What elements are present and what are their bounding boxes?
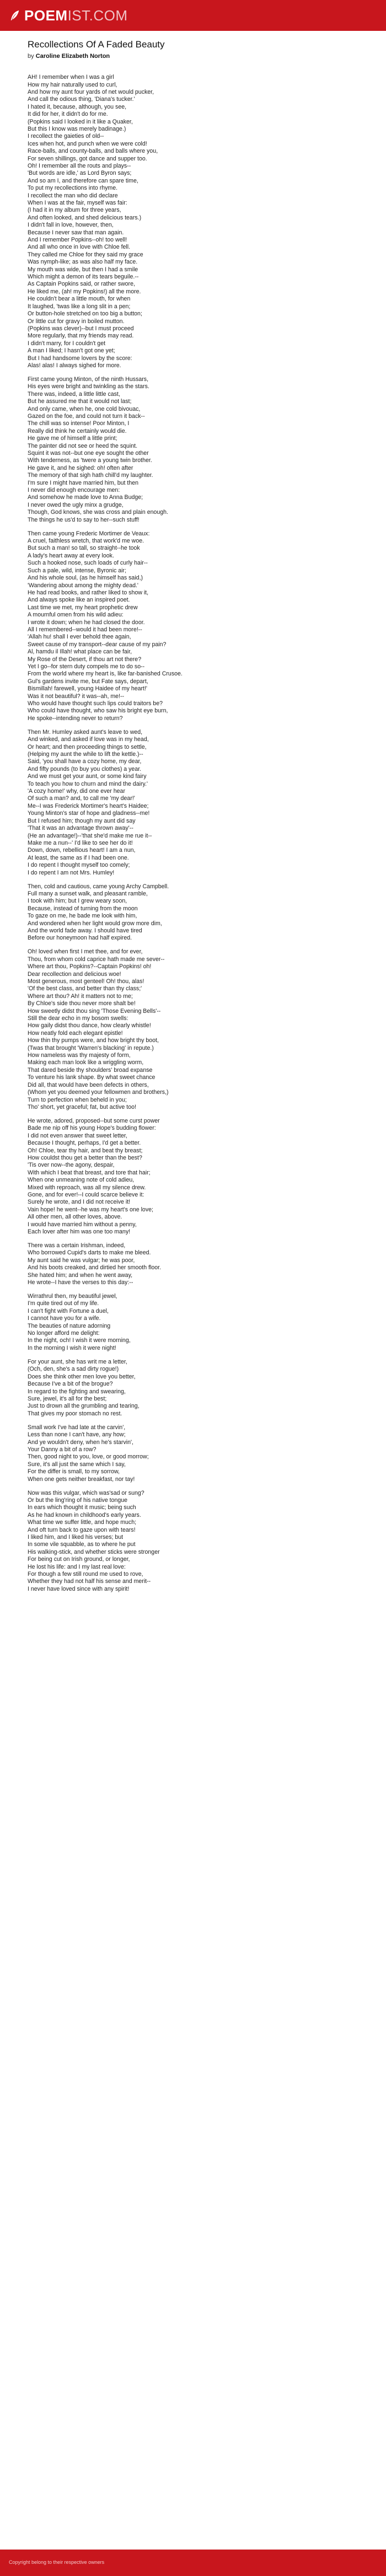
poem-line: Or but the ling'ring of his native tongue	[28, 1496, 128, 1504]
poem-line: All I remembered--would it had been more!--	[28, 626, 142, 633]
poem-line: Making each man look like a wriggling worm,	[28, 1059, 144, 1066]
poem-line: I cannot have you for a wife.	[28, 1315, 101, 1322]
poem-line: Sure, it's all just the same which I say,	[28, 1461, 126, 1468]
poem-line: More regularly, that my friends may read.	[28, 332, 134, 340]
poem-line: Was nymph-like; as was also half my face.	[28, 259, 138, 266]
poem-line: How couldst thou get a better than the best?	[28, 1154, 142, 1161]
site-footer	[0, 2550, 386, 2576]
poem-line: Last time we met, my heart prophetic drew	[28, 604, 138, 611]
poem-line: Small work I've had late at the carvin',	[28, 1424, 126, 1431]
poem-line: His eyes were bright and twinkling as the stars.	[28, 383, 149, 390]
poem-line: Race-balls, and county-balls, and balls where you,	[28, 148, 158, 155]
poem-line: I did not even answer that sweet letter,	[28, 1132, 127, 1139]
poem-line: She hated him; and when he went away,	[28, 1271, 133, 1279]
poem-line: They called me Chloe for they said my grace	[28, 251, 143, 258]
poem-line: With tenderness, as 'twere a young twin brother.	[28, 457, 152, 464]
poem-line: Sweet cause of my transport--dear cause of my pain?	[28, 641, 167, 648]
poem-line: In regard to the fighting and swearing,	[28, 1388, 126, 1395]
poem-line: Surely he wrote, and I did not receive it!	[28, 1199, 131, 1206]
poem-line: Really did think he certainly would die.	[28, 427, 127, 434]
poem-line: Then Mr. Humley asked aunt's leave to wed,	[28, 728, 143, 736]
poem-line: I can't fight with Fortune a duel,	[28, 1307, 109, 1314]
poem-line: The beauties of nature adorning	[28, 1322, 111, 1329]
poem-line: For the differ is small, to my sorrow,	[28, 1468, 120, 1475]
poem-line: 'Of the best class, and better than thy class;'	[28, 985, 142, 992]
poem-line: My Rose of the Desert, if thou art not there?	[28, 656, 142, 663]
poem-line: Al, hamdu il Illah! what place can be fair,	[28, 648, 132, 656]
poem-line: How neatly fold each elegant epistle!	[28, 1029, 123, 1037]
poem-line: He couldn't bear a little mouth, for when	[28, 296, 131, 303]
stanza	[28, 376, 358, 524]
poem-line: Just to drown all the grumbling and tearing,	[28, 1403, 140, 1410]
poem-line: (Popkins said I looked in it like a Quaker,	[28, 118, 133, 125]
poem-line: With which I beat that breast, and tore that hair;	[28, 1169, 151, 1176]
poem-line: There was, indeed, a little little cast,	[28, 390, 120, 398]
poem-line: Who could have thought, who saw his bright eye burn,	[28, 707, 168, 715]
stanza	[28, 74, 358, 369]
poem-line: Turn to perfection when beheld in you;	[28, 1096, 127, 1103]
poem-line: Because I've a bit of the brogue?	[28, 1381, 113, 1388]
poem-line: As Captain Popkins said, or rather swore,	[28, 281, 135, 288]
poem-line: All other men, all other loves, above.	[28, 1214, 122, 1221]
poem-line: Which might a demon of its tears beguile.--	[28, 273, 139, 281]
poem-line: 'A cozy home!' why, did one ever hear	[28, 788, 125, 795]
poem-line: He lost his life: and I my last real love:	[28, 1563, 126, 1570]
poem-line: That dared beside thy shoulders' broad expanse	[28, 1066, 153, 1074]
poem-line: I wrote it down; when he had closed the door.	[28, 619, 145, 626]
poem-line: My aunt said he was vulgar; he was poor,	[28, 1257, 135, 1264]
poem-line: Did all, that would have been defects in others,	[28, 1081, 149, 1088]
poem-line: Who would have thought such lips could traitors be?	[28, 700, 163, 707]
poem-line: Where art thou, Popkins?--Captain Popkins! oh!	[28, 963, 152, 970]
poem-line: In ears which thought it music; being such	[28, 1504, 136, 1511]
poem-line: I would have married him without a penny,	[28, 1221, 137, 1228]
poem-line: How my hair naturally used to curl,	[28, 81, 117, 88]
poem-line: My mouth was wide, but then I had a smile	[28, 266, 138, 273]
poem-line: The things he us'd to say to her--such stuff!	[28, 516, 140, 523]
poem-line: (Whom yet you deemed your fellowmen and brothers,)	[28, 1089, 169, 1096]
poem-line: (Popkins was clever)--but I must proceed	[28, 325, 134, 332]
poem-line: Does she think other men love you better,	[28, 1373, 136, 1380]
poem-line: Each lover after him was one too many!	[28, 1228, 131, 1235]
poem-line: He gave me of himself a little print;	[28, 435, 117, 442]
stanza	[28, 1490, 358, 1593]
poem-line: And how my aunt four yards of net would pucker,	[28, 88, 154, 95]
poem-line: In some vile squabble, as to where he put	[28, 1541, 136, 1548]
poem-line: But such a man! so tall, so straight--he took	[28, 545, 140, 552]
poem-line: He spoke--intending never to return?	[28, 715, 123, 722]
poem-line: I recollect the man who did declare	[28, 192, 118, 199]
poem-line: From the world where my heart is, like far-banished Crusoe.	[28, 670, 183, 678]
copyright-text: Copyright belong to their respective owners	[9, 2559, 105, 2565]
poem-line: Gazed on the foe, and could not turn it back--	[28, 412, 145, 420]
poem-line: And his boots creaked, and dirtied her smooth floor.	[28, 1264, 162, 1271]
poem-line: Alas! alas! I always sighed for more.	[28, 362, 121, 369]
poem-line: And wondered when her light would grow more dim,	[28, 920, 162, 927]
poem-line: And often looked, and shed delicious tears.)	[28, 214, 142, 221]
poem-line: Gone, and for ever!--I could scarce believe it:	[28, 1191, 144, 1198]
poem-line: Whether they had not half his sense and merit--	[28, 1578, 151, 1585]
poem-line: Thou, from whom cold caprice hath made me sever--	[28, 956, 165, 963]
poem-line: 'Tis over now--the agony, despair,	[28, 1162, 115, 1169]
poem-line: Because, instead of turning from the moon	[28, 905, 138, 912]
poem-line: Yet I go--for stern duty compels me to do so--	[28, 663, 145, 670]
poem-line: To teach you how to churn and mind the dairy.'	[28, 780, 148, 787]
poem-line: Bismillah! farewell, young Haidee of my heart!'	[28, 685, 147, 693]
poem-line: Or little cut for gravy in boiled mutton.	[28, 318, 125, 325]
logo-suffix: IST.COM	[67, 7, 128, 24]
stanza	[28, 948, 358, 1111]
poem-line: To put my recollections into rhyme.	[28, 185, 118, 192]
poem-line: Most generous, most genteel! Oh! thou, alas!	[28, 978, 144, 985]
poem-line: (Twas that brought 'Warren's blacking' in repute.)	[28, 1044, 154, 1051]
poem-line: Such a hooked nose, such loads of curly hair--	[28, 560, 148, 567]
poem-line: Now was this vulgar, which was'sad or sung?	[28, 1489, 144, 1496]
poem-line: Your Danny a bit of a row?	[28, 1446, 96, 1453]
poem-line: A lady's heart away at every look.	[28, 552, 114, 559]
poem-line: For your aunt, she has writ me a letter,	[28, 1358, 127, 1365]
logo-brand: POEM	[24, 7, 68, 24]
poem-line: (I had it in my album for three years,	[28, 207, 121, 214]
by-label: by	[28, 53, 36, 60]
quill-icon	[9, 9, 21, 22]
poem-line: I do repent I am not Mrs. Humley!	[28, 869, 115, 876]
poem-line: Then, cold and cautious, came young Archy Campbell.	[28, 883, 169, 890]
author-link[interactable]: Caroline Elizabeth Norton	[35, 53, 110, 60]
poem-line: Gul's gardens invite me, but Fate says, depart,	[28, 678, 148, 685]
poem-line: Such a pale, wild, intense, Byronic air;	[28, 567, 127, 574]
poem-line: To venture his lank shape. By what sweet chance	[28, 1074, 156, 1081]
poem-line: It laughed, 'twas like a long slit in a pen;	[28, 303, 131, 310]
poem-line: He wrote--I have the verses to this day:--	[28, 1279, 133, 1286]
poem-line: 'Allah hu! shall I ever behold thee again,	[28, 634, 131, 641]
poem-line: (He an advantage!)--'that she'd make me rue it--	[28, 832, 152, 839]
poem-line: And fifty pounds (to buy you clothes) a year.	[28, 765, 142, 772]
poem-line: And we must get your aunt, or some kind fairy	[28, 773, 147, 780]
poem-line: And so am I, and therefore can spare time,	[28, 177, 138, 184]
poem-line: In the morning I wish it were night!	[28, 1344, 116, 1351]
poem-line: Of such a man? and, to call me 'my dear!'	[28, 795, 135, 802]
poem-content	[0, 31, 386, 1593]
poem-line: Said, 'you shall have a cozy home, my dear,	[28, 758, 142, 765]
poem-line: I never have loved since with any spirit!	[28, 1585, 130, 1592]
poem-line: Oh! Chloe, tear thy hair, and beat thy breast;	[28, 1147, 143, 1154]
poem-line: I didn't fall in love, however, then,	[28, 222, 114, 229]
poem-line: Because I never saw that man again.	[28, 229, 124, 236]
logo-text	[24, 7, 128, 24]
poem-line: The painter did not see or heed the squint.	[28, 442, 138, 449]
poem-line: Squint it was not--but one eye sought the other	[28, 450, 149, 457]
poem-line: Oh! I remember all the routs and plays--	[28, 162, 131, 169]
poem-line: And only came, when he, one cold bivouac,	[28, 405, 141, 412]
poem-line: First came young Minton, of the ninth Hussars,	[28, 375, 149, 383]
poem-body	[28, 74, 358, 1593]
poem-line: How gaily didst thou dance, how clearly whistle!	[28, 1022, 151, 1029]
poem-line: Before our honeymoon had half expired.	[28, 935, 132, 942]
poem-line: Bade me nip off his young Hope's budding flower:	[28, 1125, 156, 1132]
poem-line: I took with him; but I grew weary soon,	[28, 898, 127, 905]
poem-line: A mournful omen from his wild adieu:	[28, 611, 124, 619]
poem-line: (Helping my aunt the while to lift the kettle.)--	[28, 751, 143, 758]
poem-line: Down, down, rebellious heart! I am a nun,	[28, 847, 136, 854]
poem-line: I do repent I thought myself too comely;	[28, 862, 130, 869]
poem-line: And ye wouldn't deny, when he's starvin',	[28, 1439, 133, 1446]
poem-line: Wirrathrul then, my beautiful jewel,	[28, 1293, 117, 1300]
poem-line: Mixed with reproach, was all my silence drew.	[28, 1184, 146, 1191]
poem-line: And his whole soul, (as he himself has said,)	[28, 575, 143, 582]
poem-line: I'm quite tired out of my life.	[28, 1300, 99, 1307]
poem-line: I didn't marry, for I couldn't get	[28, 340, 106, 347]
poem-line: 'But words are idle,' as Lord Byron says;	[28, 170, 132, 177]
poem-title: Recollections Of A Faded Beauty	[28, 39, 165, 50]
poem-line: Then, good night to you, love, or good morrow;	[28, 1453, 149, 1461]
poem-line: Sure, jewel, it's all for the best;	[28, 1395, 107, 1402]
poem-line: Because I thought, perhaps, I'd get a better.	[28, 1140, 141, 1147]
poem-line: 'That it was an advantage thrown away'--	[28, 825, 133, 832]
poem-line: Though, God knows, she was cross and plain enough.	[28, 509, 168, 516]
site-logo[interactable]	[9, 7, 128, 24]
poem-line: And call the odious thing, 'Diana's tucker.'	[28, 96, 135, 103]
poem-line: But this I know was merely badinage.)	[28, 125, 126, 132]
stanza	[28, 1359, 358, 1418]
poem-line: His walking-stick, and whether sticks were stronger	[28, 1548, 160, 1555]
poem-line: How thin thy pumps were, and how bright thy boot,	[28, 1037, 159, 1044]
poem-line: Less than none I can't have, any how;	[28, 1431, 126, 1439]
poem-line: Oh! loved when first I met thee, and for ever,	[28, 948, 143, 956]
stanza	[28, 1118, 358, 1236]
poem-line: For though a few still round me used to rove,	[28, 1571, 143, 1578]
poem-line: There was a certain Irishman, indeed,	[28, 1242, 126, 1249]
stanza	[28, 883, 358, 942]
poem-line: He had read books, and rather liked to show it,	[28, 589, 149, 596]
poem-line: And winked, and asked if love was in my head,	[28, 736, 149, 743]
poem-line: I hated it, because, although, you see,	[28, 103, 127, 110]
poem-line: (Och, den, she's a sad dirty rogue!)	[28, 1366, 119, 1373]
poem-line: Tho' short, yet graceful; fat, but active too!	[28, 1103, 136, 1110]
poem-line: Vain hope! he went--he was my heart's one love;	[28, 1206, 153, 1213]
poem-line: How sweetly didst thou sing 'Those Evening Bells'--	[28, 1007, 161, 1015]
poem-line: But he assured me that it would not last;	[28, 398, 132, 405]
poem-line: Young Minton's star of hope and gladness--me!	[28, 810, 150, 817]
poem-line: Then came young Frederic Mortimer de Veaux:	[28, 530, 150, 537]
poem-line: By Chloe's side thou never more shalt be!	[28, 1000, 136, 1007]
poem-line: At least, the same as if I had been one.	[28, 854, 129, 861]
poem-line: And the world fade away. I should have tired	[28, 927, 142, 934]
poem-line: Or button-hole stretched on too big a button;	[28, 310, 142, 318]
poem-line: In the night, och! I wish it were morning,	[28, 1337, 131, 1344]
poem-line: Still the dear echo in my bosom swells:	[28, 1015, 128, 1022]
poem-line: I recollect the gaieties of old--	[28, 133, 104, 140]
stanza	[28, 530, 358, 723]
poem-line: I'm sure I might have married him, but then	[28, 479, 139, 486]
stanza	[28, 1424, 358, 1483]
poem-line: Me--I was Frederick Mortimer's heart's Haidee;	[28, 802, 149, 809]
poem-line: He wrote, adored, proposed--but some curst power	[28, 1117, 160, 1124]
poem-line: That gives my poor stomach no rest.	[28, 1410, 122, 1417]
poem-line: A cruel, faithless wretch, that work'd me woe.	[28, 538, 144, 545]
poem-line: Make me a nun--' I'd like to see her do it!	[28, 839, 133, 846]
poem-line: The chill was so intense! Poor Minton, I	[28, 420, 130, 427]
poem-line: And I remember Popkins--oh! too well!	[28, 237, 127, 244]
poem-line: I never owed the ugly minx a grudge,	[28, 501, 124, 508]
byline	[28, 53, 358, 60]
poem-line: No longer afford me delight:	[28, 1330, 100, 1337]
poem-line: I never did enough encourage men:	[28, 487, 120, 494]
poem-line: And always spoke like an inspired poet.	[28, 597, 130, 604]
poem-line: AH! I remember when I was a girl	[28, 74, 114, 81]
poem-line: How nameless was thy majesty of form,	[28, 1052, 131, 1059]
poem-line: He gave it, and he sighed: oh! often after	[28, 464, 133, 471]
poem-line: Full many a sunset walk, and pleasant ramble,	[28, 890, 148, 897]
poem-line: He liked me, (ah! my Popkins!) all the more.	[28, 288, 141, 295]
site-header	[0, 0, 386, 31]
poem-line: A man I liked; I hasn't got one yet;	[28, 347, 115, 355]
poem-line: When I was at the fair, myself was fair:	[28, 200, 127, 206]
poem-line: Or heart; and then proceeding things to settle,	[28, 743, 147, 750]
poem-line: Dear recollection and delicious woe!	[28, 970, 121, 978]
poem-line: As he had known in childhood's early years.	[28, 1511, 141, 1518]
stanza	[28, 1293, 358, 1352]
poem-line: For seven shillings, got dance and supper too.	[28, 155, 147, 162]
poem-line: For being cut on Irish ground, or longer,	[28, 1556, 130, 1563]
poem-line: To gaze on me, he bade me look with him,	[28, 913, 137, 920]
poem-line: But I had handsome lovers by the score:	[28, 355, 132, 362]
poem-line: The memory of that sigh hath chill'd my laughter.	[28, 472, 153, 479]
poem-line: It did for her, it didn't do for me.	[28, 111, 108, 118]
poem-line: And all who once in love with Chloe fell.	[28, 244, 131, 251]
stanza	[28, 1242, 358, 1286]
poem-line: Who borrowed Cupid's darts to make me bleed.	[28, 1249, 151, 1257]
poem-line: When one gets neither breakfast, nor tay!	[28, 1475, 135, 1483]
poem-line: Ices when hot, and punch when we were cold!	[28, 140, 147, 147]
poem-line: And somehow he made love to Anna Budge;	[28, 494, 143, 501]
poem-line: What time we suffer little, and hope much;	[28, 1519, 137, 1526]
poem-line: But I refused him; though my aunt did say	[28, 817, 136, 824]
poem-line: And oft turn back to gaze upon with tears!	[28, 1526, 136, 1533]
poem-line: 'Wandering about among the mighty dead.'	[28, 582, 138, 589]
poem-line: I liked him, and I liked his verses; but	[28, 1534, 124, 1541]
poem-line: When one unmeaning note of cold adieu,	[28, 1177, 135, 1184]
poem-line: Where art thou? Ah! it matters not to me;	[28, 992, 133, 1000]
stanza	[28, 729, 358, 877]
poem-line: Was it not beautiful? it was--ah, me!--	[28, 693, 125, 700]
